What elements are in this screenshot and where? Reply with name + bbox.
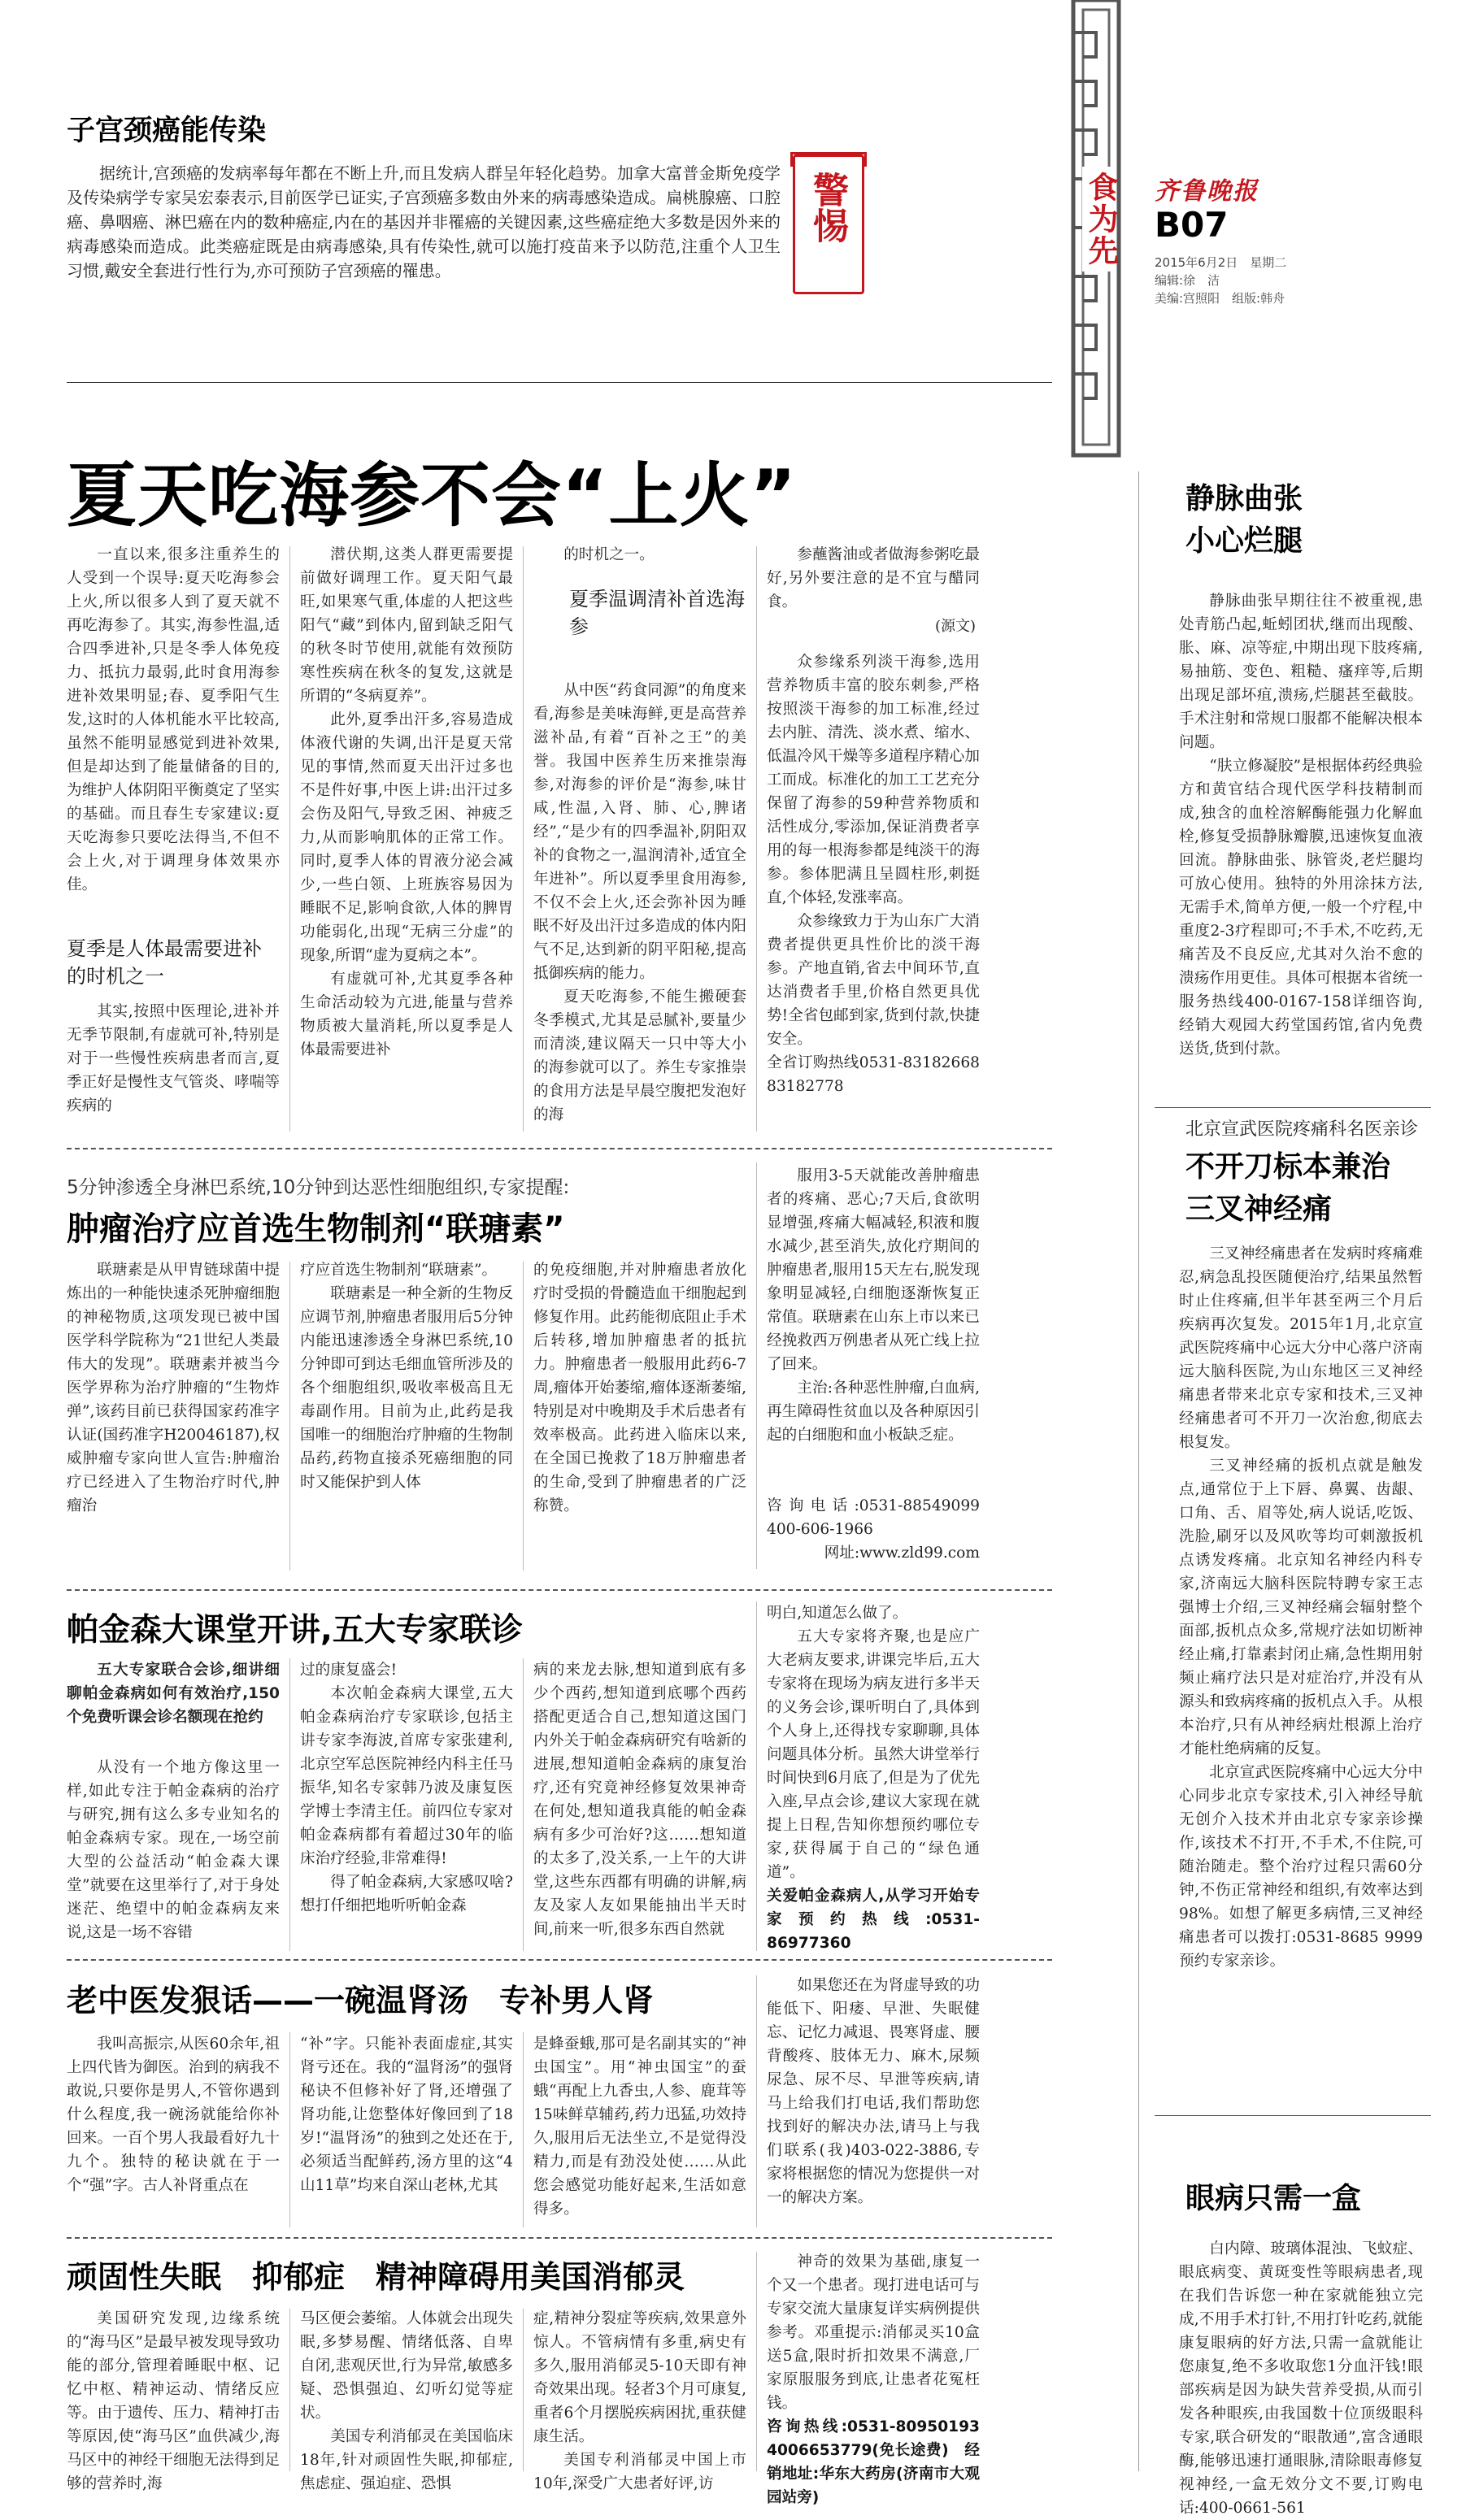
column-rule bbox=[756, 1162, 757, 1569]
trigeminal-title-line2: 三叉神经痛 bbox=[1185, 1193, 1333, 1226]
tumor-paragraph: 服用3-5天就能改善肿瘤患者的疼痛、恶心;7天后,食欲明显增强,疼痛大幅减轻,积液和腹水减少,甚至消失,放化疗期间的肿瘤患者,服用15天左右,脱发现象明显减轻,白细胞逐渐恢复正常值。联瑭素在山东上市以来已经挽救西万例患者从死亡线上拉了回来。 bbox=[767, 1167, 980, 1373]
column-rule bbox=[289, 1262, 290, 1571]
kidney-paragraph: 我叫高振宗,从医60余年,祖上四代皆为御医。治到的病我不敢说,只要你是男人,不管你遇到什么程度,我一碗汤就能给你补回来。一百个男人我最看好九十九个。独特的秘诀就在于一个“强”字。古人补肾重点在 bbox=[67, 2036, 280, 2194]
sea-subhead-2: 夏季温调清补首选海参 bbox=[569, 588, 745, 638]
page-number: B07 bbox=[1155, 205, 1229, 245]
sea-col-3a bbox=[533, 543, 746, 584]
trigeminal-body bbox=[1179, 1242, 1423, 2114]
trigeminal-paragraph: 三叉神经痛的扳机点就是触发点,通常位于上下唇、鼻翼、齿龈、口角、舌、眉等处,病人说话,吃饭、洗脸,刷牙以及风吹等均可刺激扳机点诱发疼痛。北京知名神经内科专家,济南远大脑科医院特聘专家王志强博士介绍,三叉神经痛会辐射整个面部,扳机点众多,常规疗法如切断神经止痛,打靠素封闭止痛,急性期用射频止痛疗法只是对症治疗,并没有从源头和致病疼痛的扳机点入手。从根本治疗,只有从神经病灶根源上治疗才能杜绝病痛的反复。 bbox=[1179, 1458, 1423, 1757]
warning-title: 子宫颈癌能传染 bbox=[67, 115, 267, 147]
trigeminal-paragraph: 三叉神经痛患者在发病时疼痛难忍,病急乱投医随便治疗,结果虽然暂时止住疼痛,但半年甚至两三个月后疾病再次复发。2015年1月,北京宣武医院疼痛中心远大分中心落户济南远大脑科医院,为山东地区三叉神经痛患者带来北京专家和技术,三叉神经痛患者可不开刀一次治愈,彻底去根复发。 bbox=[1179, 1245, 1423, 1451]
divider bbox=[67, 382, 1052, 383]
parkinson-col-4 bbox=[767, 1601, 980, 1951]
eye-paragraph: 白内障、玻璃体混浊、飞蚊症、眼底病变、黄斑变性等眼病患者,现在我们告诉您一种在家就能独立完成,不用手术打针,不用打针吃药,就能康复眼病的好方法,只需一盒就能让您康复,绝不多收取您1分血汗钱!眼部疾病是因为缺失营养受损,从而引发各种眼疾,由我国数十位顶级眼科专家,联合研发的“眼散通”,富含通眼酶,能够迅速打通眼脉,清除眼毒修复视神经,一盒无效分文不要,订购电话:400-0661-561 bbox=[1179, 2240, 1423, 2517]
sea-col-1 bbox=[67, 543, 280, 928]
varicose-title-line2: 小心烂腿 bbox=[1185, 524, 1303, 558]
parkinson-lead bbox=[67, 1658, 280, 1754]
varicose-body bbox=[1179, 589, 1423, 1101]
column-rule bbox=[289, 2309, 290, 2471]
column-rule bbox=[756, 1601, 757, 1951]
column-rule bbox=[523, 1262, 524, 1571]
column-rule bbox=[523, 2032, 524, 2227]
parkinson-hotline: 关爱帕金森病人,从学习开始专家预约热线:0531-86977360 bbox=[767, 1888, 980, 1952]
varicose-title-line1: 静脉曲张 bbox=[1185, 482, 1303, 515]
tumor-paragraph: 联瑭素是一种全新的生物反应调节剂,肿瘤患者服用后5分钟内能迅速渗透全身淋巴系统,10分钟即可到达毛细血管所涉及的各个细胞组织,吸收率极高且无毒副作用。目前为止,此药是我国唯一的细胞治疗肿瘤的生物制品药,药物直接杀死癌细胞的同时又能保护到人体 bbox=[300, 1285, 513, 1491]
divider bbox=[1155, 1107, 1431, 1108]
column-rule bbox=[289, 546, 290, 1132]
insomnia-paragraph: 美国专利消郁灵中国上市10年,深受广大患者好评,访 bbox=[533, 2452, 746, 2492]
insomnia-paragraph: 美国专利消郁灵在美国临床18年,针对顽固性失眠,抑郁症,焦虑症、强迫症、恐惧 bbox=[300, 2428, 513, 2492]
section-title: 食为先 bbox=[1082, 167, 1111, 272]
sea-paragraph: 的时机之一。 bbox=[563, 546, 655, 563]
parkinson-paragraph: 病的来龙去脉,想知道到底有多少个西药,想知道到底哪个西药搭配更适合自己,想知道这国门内外关于帕金森病研究有啥新的进展,想知道帕金森病的康复治疗,还有究竟神经修复效果神奇在何处,想知道我真能的帕金森病有多少可治好?这……想知道的太多了,没关系,一上午的大讲堂,这些东西都有明确的讲解,病友及家人友如果能抽出半天时间,前来一听,很多东西自然就 bbox=[533, 1662, 746, 1938]
parkinson-paragraph: 五大专家将齐聚,也是应广大老病友要求,讲课完毕后,五大专家将在现场为病友进行多半天的义务会诊,课听明白了,具体到个人身上,还得找专家聊聊,具体问题具体分析。虽然大讲堂举行时间快到6月底了,但是为了优先入座,早点会诊,建议大家现在就提上日程,告知你想预约哪位专家,获得属于自己的“绿色通道”。 bbox=[767, 1628, 980, 1881]
sea-paragraph: 众参缘系列淡干海参,选用营养物质丰富的胶东刺参,严格按照淡干海参的加工标准,经过去内脏、清洗、淡水煮、缩水、低温冷风干燥等多道程序精心加工而成。标准化的加工工艺充分保留了海参的59种营养物质和活性成分,零添加,保证消费者享用的每一根海参都是纯淡干的海参。参体肥满且呈圆柱形,刺挺直,个体轻,发涨率高。 bbox=[767, 654, 980, 906]
dashed-divider bbox=[67, 1589, 1052, 1591]
column-rule bbox=[289, 1658, 290, 1951]
sea-cucumber-title: 夏天吃海参不会“上火” bbox=[67, 455, 798, 537]
insomnia-paragraph: 症,精神分裂症等疾病,效果意外惊人。不管病情有多重,病史有多久,服用消郁灵5-10天即有神奇效果出现。轻者3个月可康复,重者6个月摆脱疾病困扰,重获健康生活。 bbox=[533, 2310, 746, 2445]
eye-title: 眼病只需一盒 bbox=[1185, 2182, 1362, 2215]
sea-paragraph: 一直以来,很多注重养生的人受到一个误导:夏天吃海参会上火,所以很多人到了夏天就不再吃海参了。其实,海参性温,适合四季进补,只是冬季人体免疫力、抵抗力最弱,此时食用海参进补效果明显;春、夏季阳气生发,这时的人体机能水平比较高,虽然不能明显感觉到进补效果,但是却达到了能量储备的目的,为维护人体阴阳平衡奠定了坚实的基础。而且春生专家建议:夏天吃海参只要吃法得当,不但不会上火,对于调理身体效果亦佳。 bbox=[67, 546, 280, 893]
divider bbox=[1155, 2115, 1431, 2116]
trigeminal-title-line1: 不开刀标本兼治 bbox=[1185, 1150, 1391, 1184]
sea-col-1b bbox=[67, 1000, 280, 1138]
sea-source: (源文) bbox=[935, 618, 977, 635]
insomnia-col-4 bbox=[767, 2250, 995, 2506]
kidney-col-1 bbox=[67, 2032, 280, 2227]
parkinson-col-1 bbox=[67, 1756, 280, 1951]
varicose-title bbox=[1185, 478, 1303, 563]
column-rule bbox=[289, 2032, 290, 2227]
tumor-website: 网址:www.zld99.com bbox=[824, 1545, 980, 1562]
masthead-designer: 美编:宫照阳 组版:韩舟 bbox=[1155, 291, 1285, 306]
column-rule bbox=[756, 546, 757, 1132]
insomnia-col-3 bbox=[533, 2307, 746, 2492]
masthead-logo: 齐鲁晚报 bbox=[1155, 177, 1259, 206]
varicose-paragraph: “肤立修凝胶”是根据体药经典验方和黄官结合现代医学科技精制而成,独含的血栓溶解酶能强力化解血栓,修复受损静脉瓣膜,迅速恢复血液回流。静脉曲张、脉管炎,老烂腿均可放心使用。独特的外用涂抹方法,无需手术,简单方便,一般一个疗程,中重度2-3疗程即可;不手术,不吃药,无痛苦及不良反应,尤其对久治不愈的溃疡作用更佳。具体可根据本省统一服务热线400-0167-158详细咨询,经销大观园大药堂国药馆,省内免费送货,货到付款。 bbox=[1179, 758, 1423, 1058]
trigeminal-title bbox=[1185, 1146, 1390, 1231]
column-rule bbox=[523, 1658, 524, 1951]
sea-paragraph: 有虚就可补,尤其夏季各种生命活动较为亢进,能量与营养物质被大量消耗,所以夏季是人体最需要进补 bbox=[300, 971, 513, 1058]
parkinson-paragraph: 本次帕金森病大课堂,五大帕金森病治疗专家联诊,包括主讲专家李海波,首席专家张建利,北京空军总医院神经内科主任马振华,知名专家韩乃波及康复医学博士李清主任。前四位专家对帕金森病都有着超过30年的临床治疗经验,非常难得! bbox=[300, 1685, 513, 1867]
tumor-paragraph: 联瑭素是从甲胄链球菌中提炼出的一种能快速杀死肿瘤细胞的神秘物质,这项发现已被中国医学科学院称为“21世纪人类最伟大的发现”。联瑭素并被当今医学界称为治疗肿瘤的“生物炸弹”,该药目前已获得国家药准字认证(国药准字H20046187),权威肿瘤专家向世人宣告:肿瘤治疗已经进入了生物治疗时代,肿瘤治 bbox=[67, 1262, 280, 1514]
right-column-rule bbox=[1138, 471, 1139, 2471]
varicose-paragraph: 静脉曲张早期往往不被重视,患处青筋凸起,蚯蚓团状,继而出现酸、胀、麻、凉等症,中期出现下肢疼痛,易抽筋、变色、粗糙、瘙痒等,后期出现足部坏疽,溃疡,烂腿甚至截肢。手术注射和常规口服都不能解决根本问题。 bbox=[1179, 593, 1423, 751]
sea-col-2 bbox=[300, 543, 513, 1136]
tumor-col-1 bbox=[67, 1258, 280, 1575]
trigeminal-kicker: 北京宣武医院疼痛科名医亲诊 bbox=[1185, 1119, 1419, 1140]
warning-label: 警惕 bbox=[807, 172, 848, 243]
sea-hotline: 全省订购热线0531-83182668 83182778 bbox=[767, 1054, 980, 1095]
dashed-divider bbox=[67, 1148, 1052, 1149]
tumor-paragraph: 主治:各种恶性肿瘤,白血病,再生障碍性贫血以及各种原因引起的白细胞和血小板缺乏症。 bbox=[767, 1379, 980, 1444]
tumor-paragraph: 疗应首选生物制剂“联瑭素”。 bbox=[300, 1262, 498, 1279]
masthead-editor: 编辑:徐 洁 bbox=[1155, 273, 1220, 288]
eye-body bbox=[1179, 2237, 1423, 2517]
trigeminal-paragraph: 北京宣武医院疼痛中心远大分中心同步北京专家技术,引入神经导航无创介入技术并由北京专家亲诊操作,该技术不打开,不手术,不住院,可随治随走。整个治疗过程只需60分钟,不伤正常神经和组织,有效率达到98%。如想了解更多病情,三叉神经痛患者可以拨打:0531-8685 9999预约专家亲诊。 bbox=[1179, 1764, 1423, 1970]
warning-body bbox=[67, 161, 781, 364]
sea-col-3 bbox=[533, 679, 746, 1136]
dashed-divider bbox=[67, 1959, 1052, 1961]
parkinson-paragraph: 从没有一个地方像这里一样,如此专注于帕金森病的治疗与研究,拥有这么多专业知名的帕金森病专家。现在,一场空前大型的公益活动“帕金森大课堂”就要在这里举行了,对于身处迷茫、绝望中的帕金森病友来说,这是一场不容错 bbox=[67, 1759, 280, 1941]
tumor-col-4 bbox=[767, 1164, 980, 1481]
column-rule bbox=[756, 1975, 757, 2227]
sea-paragraph: 此外,夏季出汗多,容易造成体液代谢的失调,出汗是夏天常见的事情,然而夏天出汗过多也不是件好事,中医上讲:出汗过多会伤及阳气,导致乏困、神疲乏力,从而影响肌体的正常工作。同时,夏季人体的胃液分泌会减少,一些白领、上班族容易因为睡眠不足,影响食欲,人体的脾胃功能弱化,出现“无病三分虚”的现象,所谓“虚为夏病之本”。 bbox=[300, 711, 513, 964]
parkinson-col-3 bbox=[533, 1658, 746, 1951]
column-rule bbox=[523, 546, 524, 1132]
sea-paragraph: 其实,按照中医理论,进补并无季节限制,有虚就可补,特别是对于一些慢性疾病患者而言,夏季正好是慢性支气管炎、哮喘等疾病的 bbox=[67, 1003, 280, 1114]
kidney-paragraph: “补”字。只能补表面虚症,其实肾亏还在。我的“温肾汤”的强肾秘诀不但修补好了肾,还增强了肾功能,让您整体好像回到了18岁!“温肾汤”的独到之处还在于,必须适当配鲜药,汤方里的这“4山11草”均来自深山老林,尤其 bbox=[300, 2036, 513, 2194]
warning-badge bbox=[793, 154, 864, 294]
kidney-paragraph: 如果您还在为肾虚导致的功能低下、阳痿、早泄、失眠健忘、记忆力减退、畏寒肾虚、腰背酸疼、肢体无力、麻木,尿频尿急、尿不尽、早泄等疾病,请马上给我们打电话,我们帮助您找到好的解决办法,请马上与我们联系(我)403-022-3886,专家将根据您的情况为您提供一对一的解决方案。 bbox=[767, 1977, 980, 2206]
insomnia-title: 顽固性失眠 抑郁症 精神障碍用美国消郁灵 bbox=[67, 2259, 685, 2295]
weekday-text: 星期二 bbox=[1250, 255, 1287, 270]
tumor-col-3 bbox=[533, 1258, 746, 1575]
sea-subhead-1: 夏季是人体最需要进补的时机之一 bbox=[67, 937, 262, 988]
warning-paragraph: 据统计,宫颈癌的发病率每年都在不断上升,而且发病人群呈年轻化趋势。加拿大富普金斯免疫学及传染病学专家吴宏泰表示,目前医学已证实,子宫颈癌多数由外来的病毒感染造成。扁桃腺癌、口腔癌、鼻咽癌、淋巴癌在内的数种癌症,内在的基因并非罹癌的关键因素,这些癌症绝大多数是因外来的病毒感染而造成。此类癌症既是由病毒感染,具有传染性,就可以施打疫苗来予以防范,注重个人卫生习惯,戴安全套进行性行为,亦可预防子宫颈癌的罹患。 bbox=[67, 163, 781, 280]
insomnia-paragraph: 马区便会萎缩。人体就会出现失眠,多梦易醒、情绪低落、自卑自闭,悲观厌世,行为异常,敏感多疑、恐惧强迫、幻听幻觉等症状。 bbox=[300, 2310, 513, 2422]
insomnia-hotline: 咨询热线:0531-80950193 4006653779(免长途费) 经销地址:华东大药房(济南市大观园站旁) bbox=[767, 2418, 995, 2506]
kidney-col-2 bbox=[300, 2032, 513, 2227]
tumor-paragraph: 的免疫细胞,并对肿瘤患者放化疗时受损的骨髓造血干细胞起到修复作用。此药能彻底阻止手术后转移,增加肿瘤患者的抵抗力。肿瘤患者一般服用此药6-7周,瘤体开始萎缩,瘤体逐渐萎缩,特别是对中晚期及手术后患者有效率极高。此药进入临床以来,在全国已挽救了18万肿瘤患者的生命,受到了肿瘤患者的广泛称赞。 bbox=[533, 1262, 746, 1514]
sea-col-4b bbox=[767, 650, 980, 1138]
insomnia-paragraph: 美国研究发现,边缘系统的“海马区”是最早被发现导致功能的部分,管理着睡眠中枢、记忆中枢、精神运动、情绪反应等。由于遗传、压力、精神打击等原因,使“海马区”血供减少,海马区中的神经干细胞无法得到足够的营养时,海 bbox=[67, 2310, 280, 2492]
sea-col-4 bbox=[767, 543, 980, 618]
parkinson-paragraph: 明白,知道怎么做了。 bbox=[767, 1605, 908, 1622]
tumor-contact bbox=[767, 1494, 980, 1575]
tumor-phone: 咨询电话:0531-88549099 400-606-1966 bbox=[767, 1497, 980, 1538]
masthead-date bbox=[1155, 254, 1286, 271]
kidney-col-3 bbox=[533, 2032, 746, 2227]
insomnia-col-1 bbox=[67, 2307, 280, 2492]
sea-paragraph: 参蘸酱油或者做海参粥吃最好,另外要注意的是不宜与醋同食。 bbox=[767, 546, 980, 610]
tumor-deck: 5分钟渗透全身淋巴系统,10分钟到达恶性细胞组织,专家提醒: bbox=[67, 1177, 570, 1198]
insomnia-paragraph: 神奇的效果为基础,康复一个又一个患者。现打进电话可与专家交流大量康复详实病例提供参考。邓重提示:消郁灵买10盒送5盒,限时折扣效果不满意,厂家原服服务到底,让患者花冤枉钱。 bbox=[767, 2253, 980, 2412]
sea-paragraph: 潜伏期,这类人群更需要提前做好调理工作。夏天阳气最旺,如果寒气重,体虚的人把这些阳气“藏”到体内,留到缺乏阳气的秋冬时节使用,就能有效预防寒性疾病在秋冬的复发,这就是所谓的“冬病夏养”。 bbox=[300, 546, 513, 705]
tumor-col-2 bbox=[300, 1258, 513, 1575]
sea-paragraph: 夏天吃海参,不能生搬硬套冬季模式,尤其是忌腻补,要量少而清淡,建议隔天一只中等大小的海参就可以了。养生专家推崇的食用方法是早晨空腹把发泡好的海 bbox=[533, 988, 746, 1123]
column-rule bbox=[756, 2252, 757, 2471]
insomnia-col-2 bbox=[300, 2307, 513, 2492]
kidney-title: 老中医发狠话——一碗温肾汤 专补男人肾 bbox=[67, 1983, 655, 2018]
kidney-col-4 bbox=[767, 1974, 980, 2227]
parkinson-lead-text: 五大专家联合会诊,细讲细聊帕金森病如何有效治疗,150个免费听课会诊名额现在抢约 bbox=[67, 1662, 280, 1726]
parkinson-col-2 bbox=[300, 1658, 513, 1951]
dashed-divider bbox=[67, 2237, 1052, 2239]
parkinson-paragraph: 得了帕金森病,大家感叹啥?想打仟细把地听听帕金森 bbox=[300, 1874, 513, 1914]
column-rule bbox=[523, 2309, 524, 2471]
sea-paragraph: 众参缘致力于为山东广大消费者提供更具性价比的淡干海参。产地直销,省去中间环节,直达消费者手里,价格自然更具优势!全省包邮到家,货到付款,快捷安全。 bbox=[767, 913, 980, 1048]
sea-paragraph: 从中医“药食同源”的角度来看,海参是美味海鲜,更是高营养滋补品,有着“百补之王”的美誉。我国中医养生历来推崇海参,对海参的评价是“海参,味甘咸,性温,入肾、肺、心,脾诸经”,“是少有的四季温补,阴阳双补的食物之一,温润清补,适宜全年进补”。所以夏季里食用海参,不仅不会上火,还会弥补因为睡眠不好及出汗过多造成的体内阳气不足,达到新的阴平阳秘,提高抵御疾病的能力。 bbox=[533, 682, 746, 982]
parkinson-paragraph: 过的康复盛会! bbox=[300, 1662, 398, 1679]
tumor-title: 肿瘤治疗应首选生物制剂“联瑭素” bbox=[67, 1210, 565, 1248]
date-text: 2015年6月2日 bbox=[1155, 255, 1238, 270]
kidney-paragraph: 是蜂蚕蛾,那可是名副其实的“神虫国宝”。用“神虫国宝”的蚕蛾“再配上九香虫,人参、鹿茸等15味鲜草辅药,药力迅猛,功效持久,服用后无法坐立,不是觉得没精力,而是有劲没处使……从此您会感觉功能好起来,生活如意得多。 bbox=[533, 2036, 746, 2218]
parkinson-title: 帕金森大课堂开讲,五大专家联诊 bbox=[67, 1612, 523, 1649]
